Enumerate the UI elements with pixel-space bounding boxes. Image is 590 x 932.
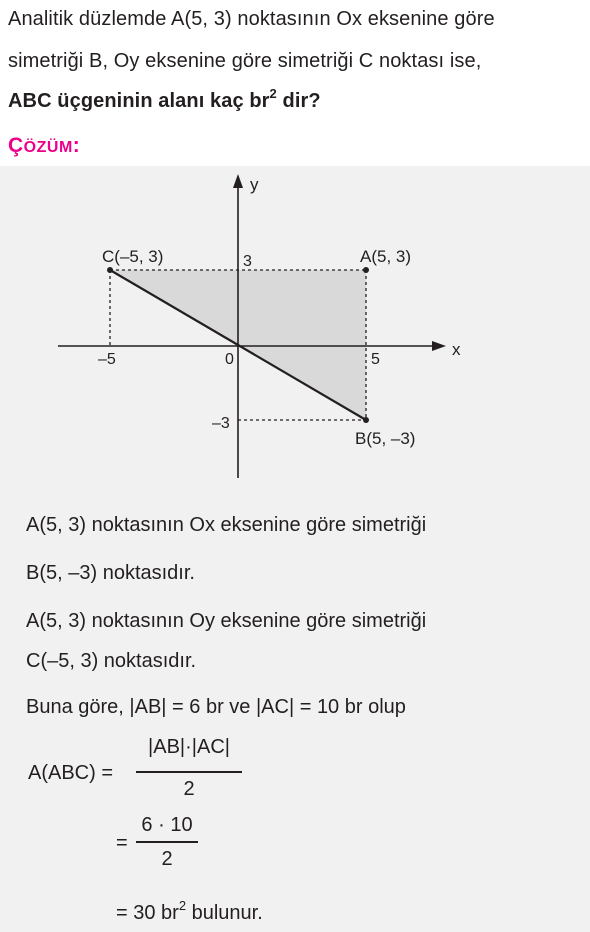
tick-label-neg3: –3 (212, 415, 230, 432)
y-axis-arrow-icon (233, 174, 243, 188)
point-C-dot (107, 267, 113, 273)
tick-label-5: 5 (371, 351, 380, 368)
solution-line-5: Buna göre, |AB| = 6 br ve |AC| = 10 br olup (26, 696, 406, 718)
fraction2-numerator: 6 · 10 (141, 814, 193, 836)
problem-line-1: Analitik düzlemde A(5, 3) noktasının Ox eksenine göre (8, 8, 495, 30)
result-end: bulunur. (186, 902, 263, 924)
area-lhs: A(ABC) = (28, 762, 114, 784)
origin-label: 0 (225, 351, 234, 368)
fraction1-denominator: 2 (183, 778, 195, 800)
point-A-label: A(5, 3) (360, 247, 412, 266)
point-B-dot (363, 417, 369, 423)
result-value: = 30 br (116, 902, 179, 924)
equals-sign: = (116, 832, 128, 854)
problem-question: ABC üçgeninin alanı kaç br (8, 90, 270, 112)
y-axis-label: y (250, 175, 259, 194)
tick-label-3: 3 (243, 253, 252, 270)
x-axis-arrow-icon (432, 341, 446, 351)
x-axis-label: x (452, 340, 461, 359)
solution-line-1: A(5, 3) noktasının Ox eksenine göre simetriği (26, 514, 427, 536)
point-C-label: C(–5, 3) (102, 247, 164, 266)
fraction2-bar (136, 841, 198, 843)
solution-heading-rest: ÖZÜM (23, 139, 73, 156)
fraction1-numerator: |AB|·|AC| (148, 736, 230, 758)
solution-heading-first: Ç (8, 134, 24, 157)
fraction1-bar (136, 771, 242, 773)
solution-heading-colon: : (72, 134, 81, 157)
point-B-label: B(5, –3) (355, 429, 416, 448)
solution-line-2: B(5, –3) noktasıdır. (26, 562, 195, 584)
tick-label-neg5: –5 (98, 351, 116, 368)
problem-question-end: dir? (276, 90, 321, 112)
fraction2-denominator: 2 (161, 848, 173, 870)
problem-line-2: simetriği B, Oy eksenine göre simetriği C noktası ise, (8, 50, 482, 72)
problem-exponent: 2 (269, 86, 277, 101)
result-exponent: 2 (178, 898, 187, 913)
result-line (116, 898, 263, 925)
solution-line-3: A(5, 3) noktasının Oy eksenine göre simetriği (26, 610, 427, 632)
solution-line-4: C(–5, 3) noktasıdır. (26, 650, 197, 672)
point-A-dot (363, 267, 369, 273)
